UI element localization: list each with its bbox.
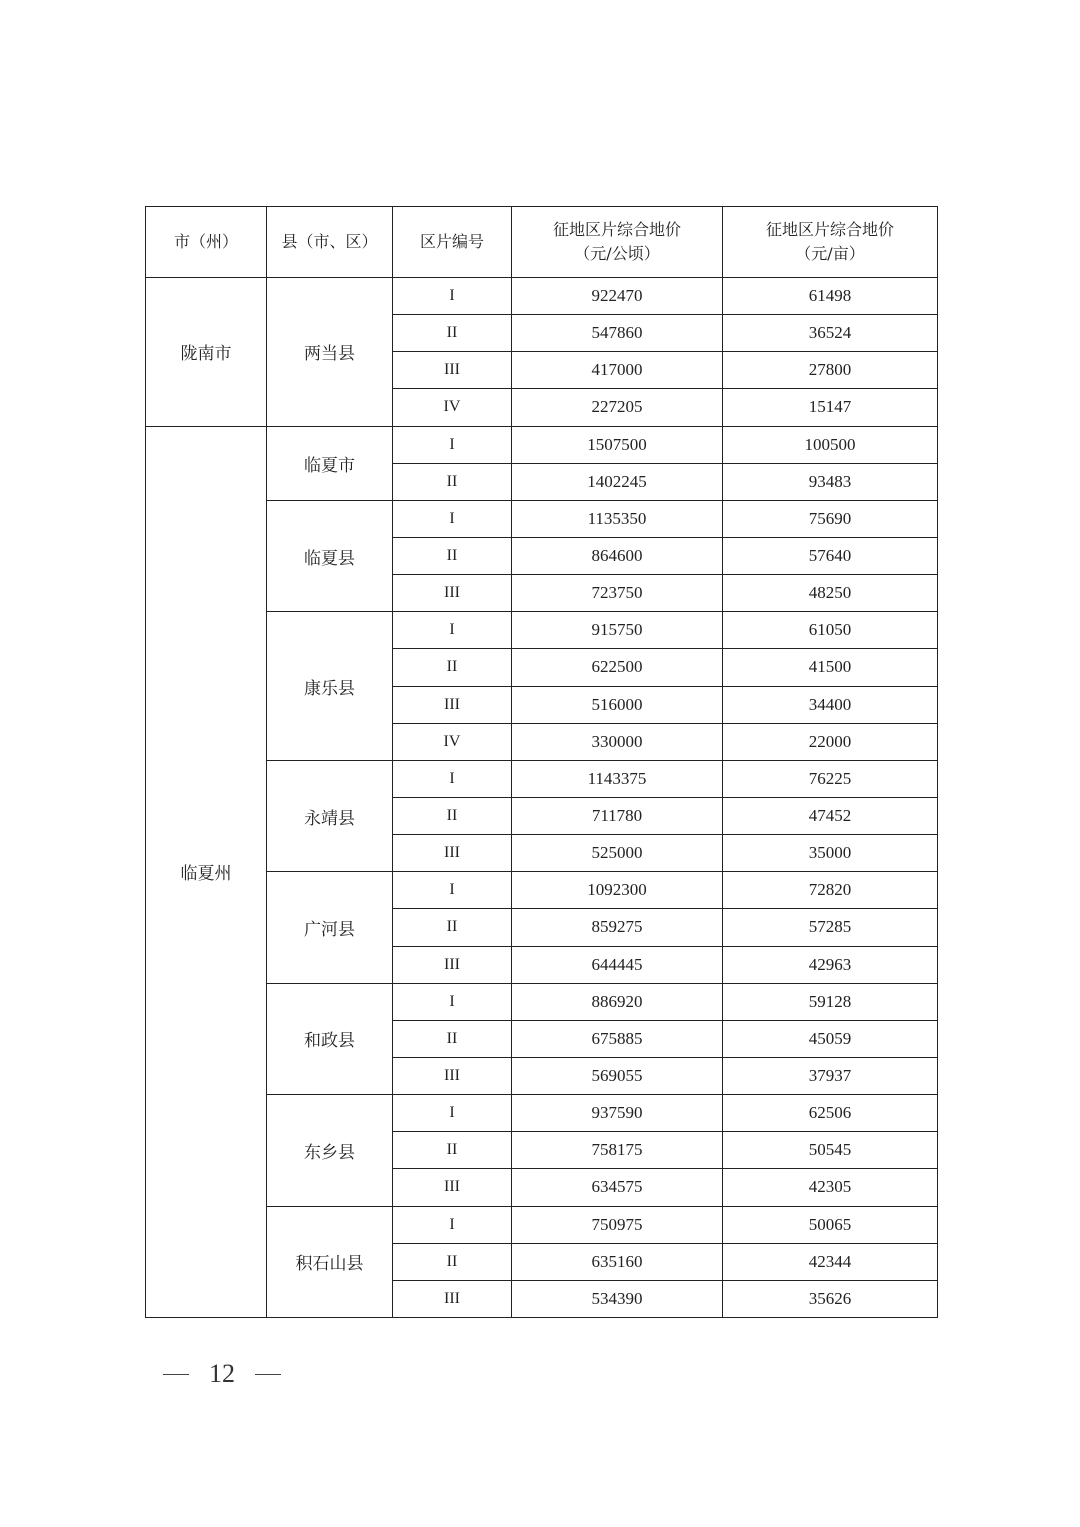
header-price-per-mu-unit: （元/亩） <box>795 244 865 263</box>
price-per-hectare-cell: 750975 <box>512 1206 723 1243</box>
zone-cell: III <box>393 575 512 612</box>
price-per-hectare-cell: 886920 <box>512 983 723 1020</box>
price-per-mu-cell: 61498 <box>723 278 938 315</box>
price-per-hectare-cell: 711780 <box>512 797 723 834</box>
table-row <box>146 426 938 463</box>
price-per-hectare-cell: 516000 <box>512 686 723 723</box>
county-cell: 东乡县 <box>267 1095 393 1206</box>
zone-cell: II <box>393 1243 512 1280</box>
price-per-mu-cell: 62506 <box>723 1095 938 1132</box>
price-per-mu-cell: 50545 <box>723 1132 938 1169</box>
price-per-hectare-cell: 227205 <box>512 389 723 426</box>
price-per-hectare-cell: 1092300 <box>512 872 723 909</box>
zone-cell: I <box>393 1095 512 1132</box>
price-per-mu-cell: 45059 <box>723 1020 938 1057</box>
county-cell: 临夏市 <box>267 426 393 500</box>
zone-cell: III <box>393 946 512 983</box>
header-price-per-mu-title: 征地区片综合地价 <box>765 220 894 239</box>
price-per-hectare-cell: 525000 <box>512 835 723 872</box>
price-per-hectare-cell: 622500 <box>512 649 723 686</box>
zone-cell: IV <box>393 723 512 760</box>
price-per-mu-cell: 15147 <box>723 389 938 426</box>
price-per-hectare-cell: 534390 <box>512 1280 723 1317</box>
price-per-mu-cell: 76225 <box>723 760 938 797</box>
price-per-hectare-cell: 1143375 <box>512 760 723 797</box>
zone-cell: I <box>393 1206 512 1243</box>
footer-dash-right <box>255 1374 281 1375</box>
price-per-mu-cell: 75690 <box>723 500 938 537</box>
price-per-mu-cell: 22000 <box>723 723 938 760</box>
price-per-hectare-cell: 1402245 <box>512 463 723 500</box>
zone-cell: IV <box>393 389 512 426</box>
price-per-hectare-cell: 635160 <box>512 1243 723 1280</box>
land-price-table <box>145 206 938 1318</box>
price-per-mu-cell: 42344 <box>723 1243 938 1280</box>
price-per-hectare-cell: 1135350 <box>512 500 723 537</box>
price-per-hectare-cell: 417000 <box>512 352 723 389</box>
price-per-hectare-cell: 644445 <box>512 946 723 983</box>
price-per-mu-cell: 36524 <box>723 315 938 352</box>
price-per-hectare-cell: 758175 <box>512 1132 723 1169</box>
zone-cell: II <box>393 463 512 500</box>
zone-cell: II <box>393 537 512 574</box>
zone-cell: II <box>393 649 512 686</box>
price-per-mu-cell: 41500 <box>723 649 938 686</box>
price-per-mu-cell: 48250 <box>723 575 938 612</box>
zone-cell: III <box>393 1169 512 1206</box>
price-per-hectare-cell: 723750 <box>512 575 723 612</box>
price-per-mu-cell: 35000 <box>723 835 938 872</box>
price-per-mu-cell: 61050 <box>723 612 938 649</box>
zone-cell: II <box>393 1020 512 1057</box>
price-per-mu-cell: 57285 <box>723 909 938 946</box>
zone-cell: III <box>393 1280 512 1317</box>
price-per-mu-cell: 72820 <box>723 872 938 909</box>
price-per-hectare-cell: 937590 <box>512 1095 723 1132</box>
table-header-row <box>146 207 938 278</box>
price-per-mu-cell: 27800 <box>723 352 938 389</box>
zone-cell: I <box>393 426 512 463</box>
price-per-mu-cell: 100500 <box>723 426 938 463</box>
county-cell: 两当县 <box>267 278 393 427</box>
header-county: 县（市、区） <box>267 207 393 278</box>
price-per-hectare-cell: 634575 <box>512 1169 723 1206</box>
county-cell: 康乐县 <box>267 612 393 761</box>
zone-cell: I <box>393 983 512 1020</box>
header-city: 市（州） <box>146 207 267 278</box>
header-price-per-hectare <box>512 207 723 278</box>
price-per-hectare-cell: 1507500 <box>512 426 723 463</box>
county-cell: 广河县 <box>267 872 393 983</box>
price-per-mu-cell: 34400 <box>723 686 938 723</box>
price-per-hectare-cell: 864600 <box>512 537 723 574</box>
zone-cell: I <box>393 500 512 537</box>
header-zone: 区片编号 <box>393 207 512 278</box>
zone-cell: III <box>393 835 512 872</box>
zone-cell: II <box>393 909 512 946</box>
zone-cell: III <box>393 1057 512 1094</box>
price-per-hectare-cell: 675885 <box>512 1020 723 1057</box>
price-per-hectare-cell: 330000 <box>512 723 723 760</box>
price-per-mu-cell: 59128 <box>723 983 938 1020</box>
zone-cell: I <box>393 612 512 649</box>
page-number: 12 <box>209 1359 235 1388</box>
price-per-mu-cell: 47452 <box>723 797 938 834</box>
zone-cell: I <box>393 278 512 315</box>
page-footer <box>163 1358 363 1390</box>
price-per-mu-cell: 57640 <box>723 537 938 574</box>
price-per-mu-cell: 50065 <box>723 1206 938 1243</box>
price-per-mu-cell: 42305 <box>723 1169 938 1206</box>
price-per-hectare-cell: 922470 <box>512 278 723 315</box>
header-price-per-hectare-title: 征地区片综合地价 <box>552 220 681 239</box>
city-cell: 陇南市 <box>146 278 267 427</box>
price-per-hectare-cell: 547860 <box>512 315 723 352</box>
city-cell: 临夏州 <box>146 426 267 1317</box>
zone-cell: III <box>393 686 512 723</box>
zone-cell: I <box>393 872 512 909</box>
zone-cell: III <box>393 352 512 389</box>
price-per-mu-cell: 42963 <box>723 946 938 983</box>
county-cell: 和政县 <box>267 983 393 1094</box>
price-per-mu-cell: 35626 <box>723 1280 938 1317</box>
footer-dash-left <box>163 1374 189 1375</box>
county-cell: 积石山县 <box>267 1206 393 1317</box>
price-per-hectare-cell: 859275 <box>512 909 723 946</box>
county-cell: 临夏县 <box>267 500 393 611</box>
zone-cell: I <box>393 760 512 797</box>
price-per-mu-cell: 93483 <box>723 463 938 500</box>
zone-cell: II <box>393 797 512 834</box>
header-price-per-mu <box>723 207 938 278</box>
zone-cell: II <box>393 315 512 352</box>
table-row <box>146 278 938 315</box>
header-price-per-hectare-unit: （元/公顷） <box>574 244 660 263</box>
county-cell: 永靖县 <box>267 760 393 871</box>
price-per-mu-cell: 37937 <box>723 1057 938 1094</box>
zone-cell: II <box>393 1132 512 1169</box>
price-per-hectare-cell: 915750 <box>512 612 723 649</box>
price-per-hectare-cell: 569055 <box>512 1057 723 1094</box>
